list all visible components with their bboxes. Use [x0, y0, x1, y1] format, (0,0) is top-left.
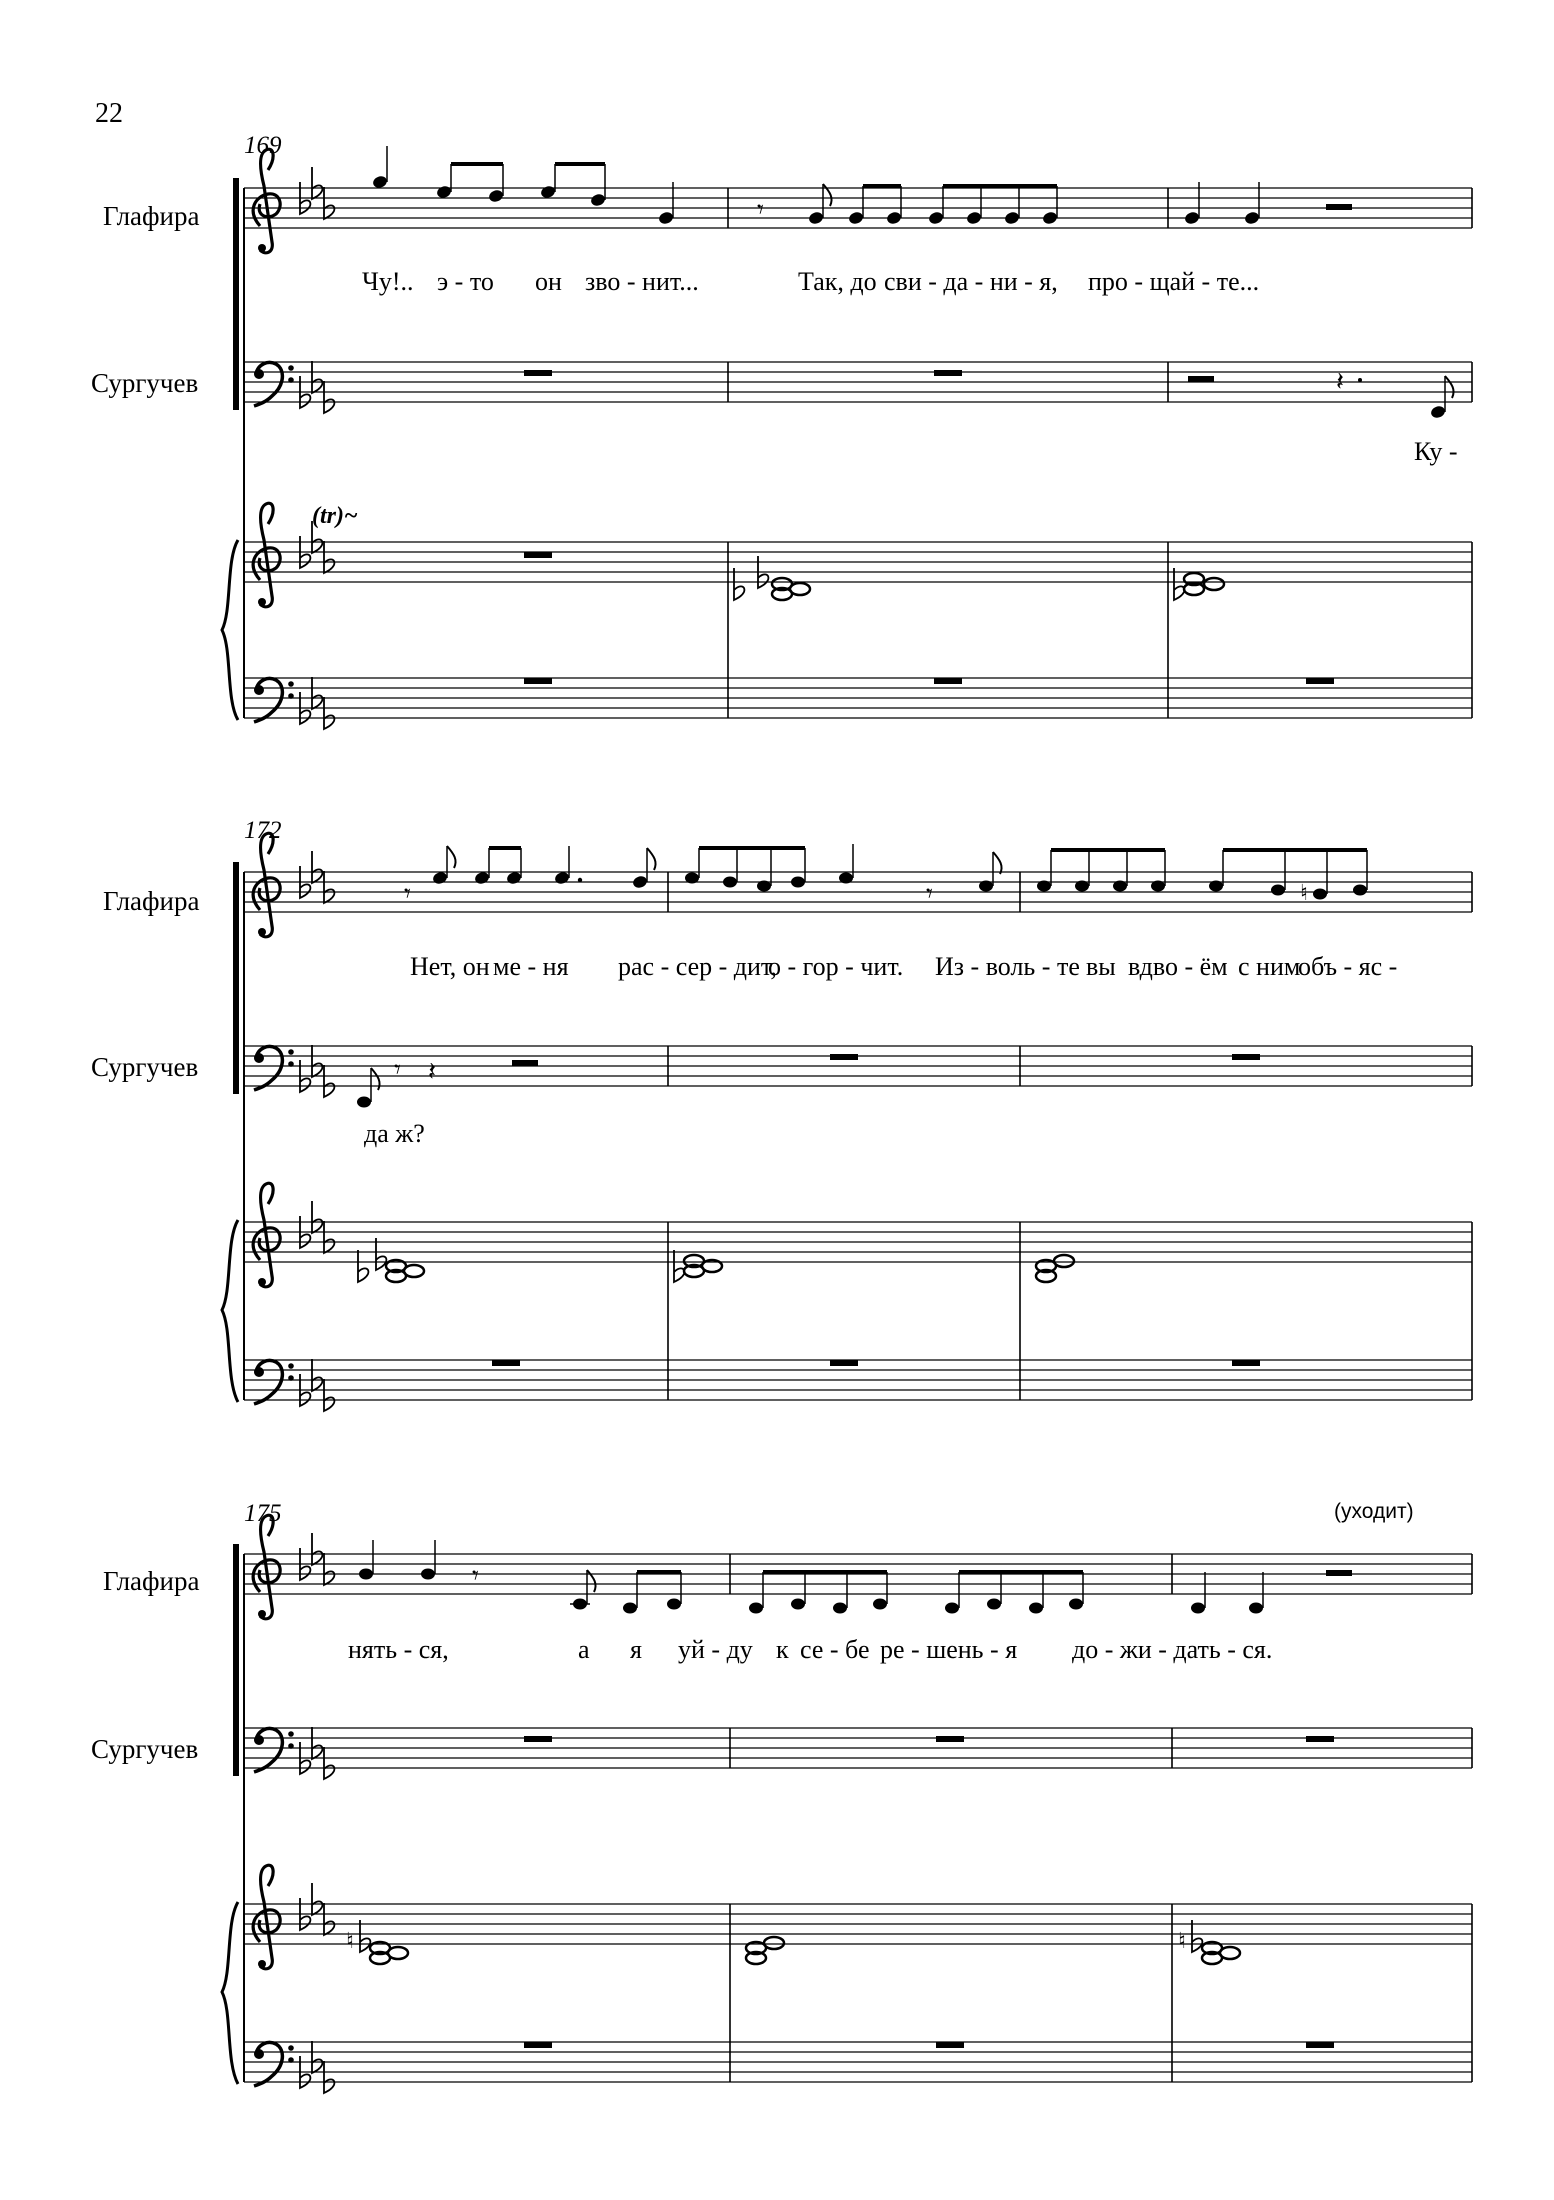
lyric-syllable: объ - яс - [1298, 952, 1398, 981]
lyric-syllable: Ку - [1414, 437, 1458, 466]
voice1-staff [244, 1515, 1472, 1619]
bass-clef-icon [254, 1360, 294, 1404]
lyric-syllable: Так, до [798, 267, 877, 296]
voice2-notes [524, 367, 1454, 420]
voice1-label: Глафира [103, 886, 200, 916]
lyric-syllable: Чу!.. [362, 267, 414, 296]
voice1-lyrics [348, 1635, 1272, 1664]
piano-brace [222, 1220, 238, 1402]
svg-text:𝄾: 𝄾 [404, 879, 411, 909]
piano-lh-staff [244, 677, 1472, 729]
key-flat-icon [324, 871, 334, 903]
key-flat-icon [312, 1533, 322, 1565]
system-2 [91, 817, 1472, 1411]
lyric-syllable: се - бе [800, 1635, 870, 1664]
piano-brace [222, 540, 238, 720]
bass-clef-icon [254, 2042, 294, 2086]
key-flat-icon [312, 2041, 322, 2073]
key-flat-icon [324, 1379, 334, 1411]
piano-rh-staff [244, 1183, 1472, 1287]
key-flat-icon [324, 697, 334, 729]
page-number: 22 [95, 98, 123, 129]
stage-direction: (уходит) [1334, 1500, 1414, 1523]
piano-lh-staff [244, 2041, 1472, 2093]
lyric-syllable: к [776, 1635, 789, 1664]
svg-text:𝄾: 𝄾 [757, 195, 764, 225]
bass-clef-icon [254, 1046, 294, 1090]
piano-notes [358, 1238, 1260, 1366]
voice1-notes [404, 844, 1367, 909]
voice1-label: Глафира [103, 1566, 200, 1596]
lyric-syllable: а [578, 1635, 590, 1664]
treble-clef-icon [253, 833, 280, 937]
lyric-syllable: я [630, 1635, 642, 1664]
key-flat-icon [324, 1065, 334, 1097]
system-3 [91, 1500, 1472, 2093]
piano-lh-staff [244, 1359, 1472, 1411]
lyric-syllable: про - щай - те... [1088, 267, 1260, 296]
svg-text:𝄾: 𝄾 [926, 879, 933, 909]
lyric-syllable: вы [1086, 952, 1116, 981]
voice1-notes [372, 146, 1352, 226]
voice2-label: Сургучев [91, 368, 199, 398]
voice2-notes [357, 1054, 1260, 1108]
svg-text:♮: ♮ [1300, 881, 1308, 906]
treble-clef-icon [253, 1865, 280, 1969]
key-flat-icon [312, 1045, 322, 1077]
measure-number: 169 [244, 132, 282, 159]
key-flat-icon [312, 1201, 322, 1233]
key-flat-icon [312, 1883, 322, 1915]
lyric-syllable: сви - да - ни - я, [884, 267, 1058, 296]
lyric-syllable: о - гор - чит. [768, 952, 904, 981]
bass-clef-icon [254, 1728, 294, 1772]
svg-text:𝄾: 𝄾 [394, 1055, 401, 1085]
key-flat-icon [312, 167, 322, 199]
treble-clef-icon [253, 1183, 280, 1287]
treble-clef-icon [253, 149, 280, 253]
piano-brace [222, 1902, 238, 2084]
lyric-syllable: с ним [1238, 952, 1301, 981]
key-flat-icon [312, 361, 322, 393]
key-flat-icon [312, 1727, 322, 1759]
key-flat-icon [324, 1903, 334, 1935]
lyric-syllable: до - жи - дать - ся. [1072, 1635, 1273, 1664]
bass-clef-icon [254, 678, 294, 722]
svg-text:𝄽: 𝄽 [1336, 367, 1344, 397]
lyric-syllable: вдво - ём [1128, 952, 1228, 981]
lyric-syllable: Из - воль - те [935, 952, 1080, 981]
key-flat-icon [324, 1221, 334, 1253]
lyric-syllable: э - то [437, 267, 494, 296]
key-flat-icon [312, 677, 322, 709]
lyric-syllable: рас - сер - дит, [618, 952, 777, 981]
measure-number: 172 [244, 817, 282, 844]
lyric-syllable: зво - нит... [585, 267, 699, 296]
key-flat-icon [324, 187, 334, 219]
key-flat-icon [312, 1359, 322, 1391]
piano-rh-staff [244, 503, 1472, 607]
key-flat-icon [324, 1553, 334, 1585]
voice2-staff [244, 361, 1472, 413]
key-flat-icon [324, 2061, 334, 2093]
piano-notes [346, 1920, 1334, 2048]
lyric-syllable: уй - ду [678, 1635, 753, 1664]
system-1 [91, 132, 1472, 729]
svg-text:♮: ♮ [346, 1929, 354, 1954]
lyric-syllable: ме - ня [493, 952, 569, 981]
measure-number: 175 [244, 1500, 282, 1527]
bass-clef-icon [254, 362, 294, 406]
lyric-syllable: нять - ся, [348, 1635, 449, 1664]
voice1-lyrics [410, 952, 1397, 981]
key-flat-icon [324, 1747, 334, 1779]
key-flat-icon [324, 381, 334, 413]
treble-clef-icon [253, 503, 280, 607]
voice2-label: Сургучев [91, 1734, 199, 1764]
svg-text:𝄾: 𝄾 [472, 1561, 479, 1591]
key-flat-icon [324, 541, 334, 573]
voice1-staff [244, 149, 1472, 253]
voice2-notes [524, 1736, 1334, 1742]
lyric-syllable: Нет, он [410, 952, 490, 981]
svg-text:♮: ♮ [1178, 1929, 1186, 1954]
voice2-label: Сургучев [91, 1052, 199, 1082]
lyric-syllable: ре - шень - я [880, 1635, 1018, 1664]
trill-ornament: (tr)~ [312, 503, 358, 529]
lyric-syllable: да ж? [364, 1119, 425, 1148]
piano-rh-staff [244, 1865, 1472, 1969]
voice2-staff [244, 1727, 1472, 1779]
voice1-label: Глафира [103, 201, 200, 231]
voice1-lyrics [362, 267, 1259, 296]
treble-clef-icon [253, 1515, 280, 1619]
key-flat-icon [312, 851, 322, 883]
svg-text:𝄽: 𝄽 [428, 1057, 436, 1087]
voice1-notes [359, 1540, 1352, 1614]
lyric-syllable: он [535, 267, 562, 296]
